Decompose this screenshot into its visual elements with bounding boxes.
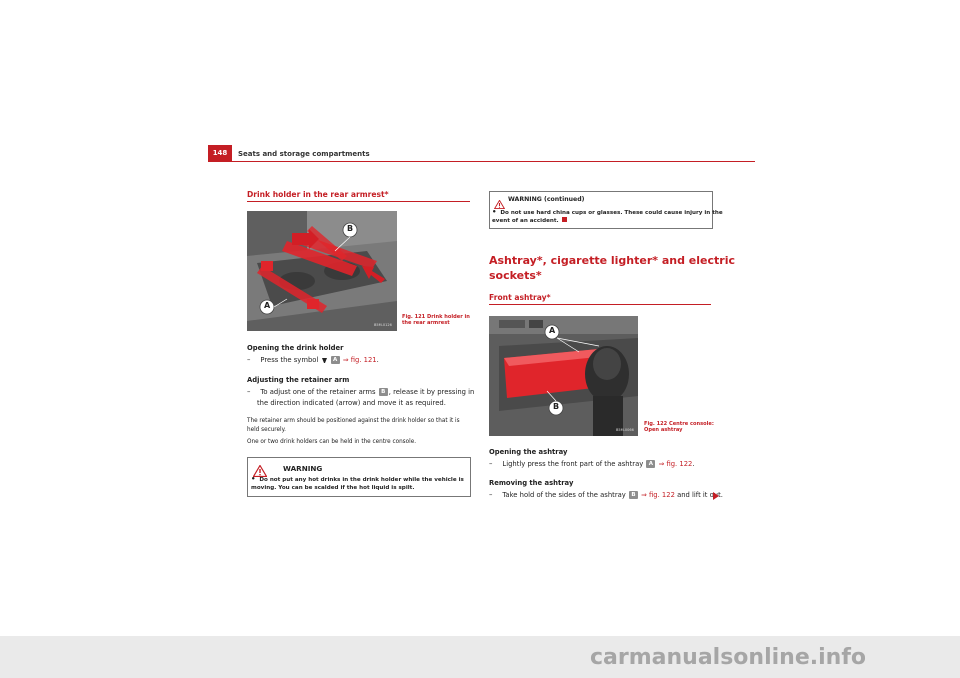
heading-adjusting-retainer: Adjusting the retainer arm [247, 376, 350, 384]
link-fig-121[interactable]: ⇒ fig. 121 [342, 356, 377, 364]
warning-text-line1: • Do not put any hot drinks in the drink holder while the vehicle is [251, 475, 464, 483]
end-marker-icon [562, 217, 567, 222]
step-adjust-arms: – To adjust one of the retainer arms B , release it by pressing in [247, 388, 475, 396]
header-rule [208, 161, 755, 162]
section-title-front-ashtray: Front ashtray* [489, 293, 551, 302]
drink-holder-symbol-icon [321, 357, 328, 364]
step-text: Press the symbol [260, 356, 319, 364]
drink-holder-illustration [247, 211, 397, 331]
badge-b: B [379, 388, 388, 396]
continue-arrow-icon [713, 492, 719, 500]
warning-cont-line1: • Do not use hard china cups or glasses. These could cause injury in the [492, 208, 723, 216]
figure-label-a: A [549, 326, 556, 335]
figure-121-caption: Fig. 121 Drink holder in the rear armrest [402, 314, 470, 326]
watermark-text: carmanualsonline.info [590, 645, 866, 670]
figure-121-drink-holder [247, 211, 397, 331]
main-title-line1: Ashtray*, cigarette lighter* and electric [489, 254, 735, 267]
section-rule-right [489, 304, 711, 305]
step-adjust-arms-line2: the direction indicated (arrow) and move it as required. [257, 399, 446, 407]
heading-removing-ashtray: Removing the ashtray [489, 479, 574, 487]
figure-label-b: B [347, 224, 354, 233]
figure-122-caption-line2: Open ashtray [644, 427, 683, 433]
page-number: 148 [208, 145, 232, 162]
step-dash: – [247, 356, 251, 364]
ashtray-illustration [489, 316, 638, 436]
badge-b: B [629, 491, 638, 499]
note-retainer-line2: held securely. [247, 427, 286, 433]
figure-code: B5M-0126 [374, 323, 392, 327]
link-fig-122[interactable]: ⇒ fig. 122 [658, 460, 693, 468]
section-rule-left [247, 201, 470, 202]
step-remove-ashtray: – Take hold of the sides of the ashtray B ⇒ fig. 122 and lift it out. [489, 491, 723, 499]
warning-box-continued [489, 191, 723, 229]
warning-cont-line2: event of an accident. [492, 217, 567, 226]
badge-a: A [646, 460, 655, 468]
step-press-symbol: – Press the symbol A ⇒ fig. 121. [247, 356, 379, 364]
step-open-ashtray: – Lightly press the front part of the ashtray A ⇒ fig. 122. [489, 460, 695, 468]
heading-opening-ashtray: Opening the ashtray [489, 448, 568, 456]
figure-code: B5M-0066 [616, 428, 634, 432]
badge-a: A [331, 356, 340, 364]
warning-text-line2: moving. You can be scalded if the hot liquid is spilt. [251, 485, 415, 491]
warning-continued-title: WARNING (continued) [508, 196, 585, 203]
figure-122-caption-line1: Fig. 122 Centre console: [644, 421, 714, 427]
section-title-drink-holder: Drink holder in the rear armrest* [247, 190, 389, 199]
warning-box-left [247, 457, 471, 497]
figure-122-centre-console [489, 316, 638, 436]
figure-label-a: A [264, 301, 271, 310]
warning-title: WARNING [283, 464, 323, 473]
figure-label-b: B [553, 402, 560, 411]
main-title-line2: sockets* [489, 269, 542, 282]
link-fig-122[interactable]: ⇒ fig. 122 [641, 491, 675, 499]
note-retainer-line1: The retainer arm should be positioned against the drink holder so that it is [247, 418, 460, 424]
note-centre-console: One or two drink holders can be held in the centre console. [247, 439, 417, 445]
chapter-title: Seats and storage compartments [238, 150, 370, 158]
heading-opening-drink-holder: Opening the drink holder [247, 344, 344, 352]
